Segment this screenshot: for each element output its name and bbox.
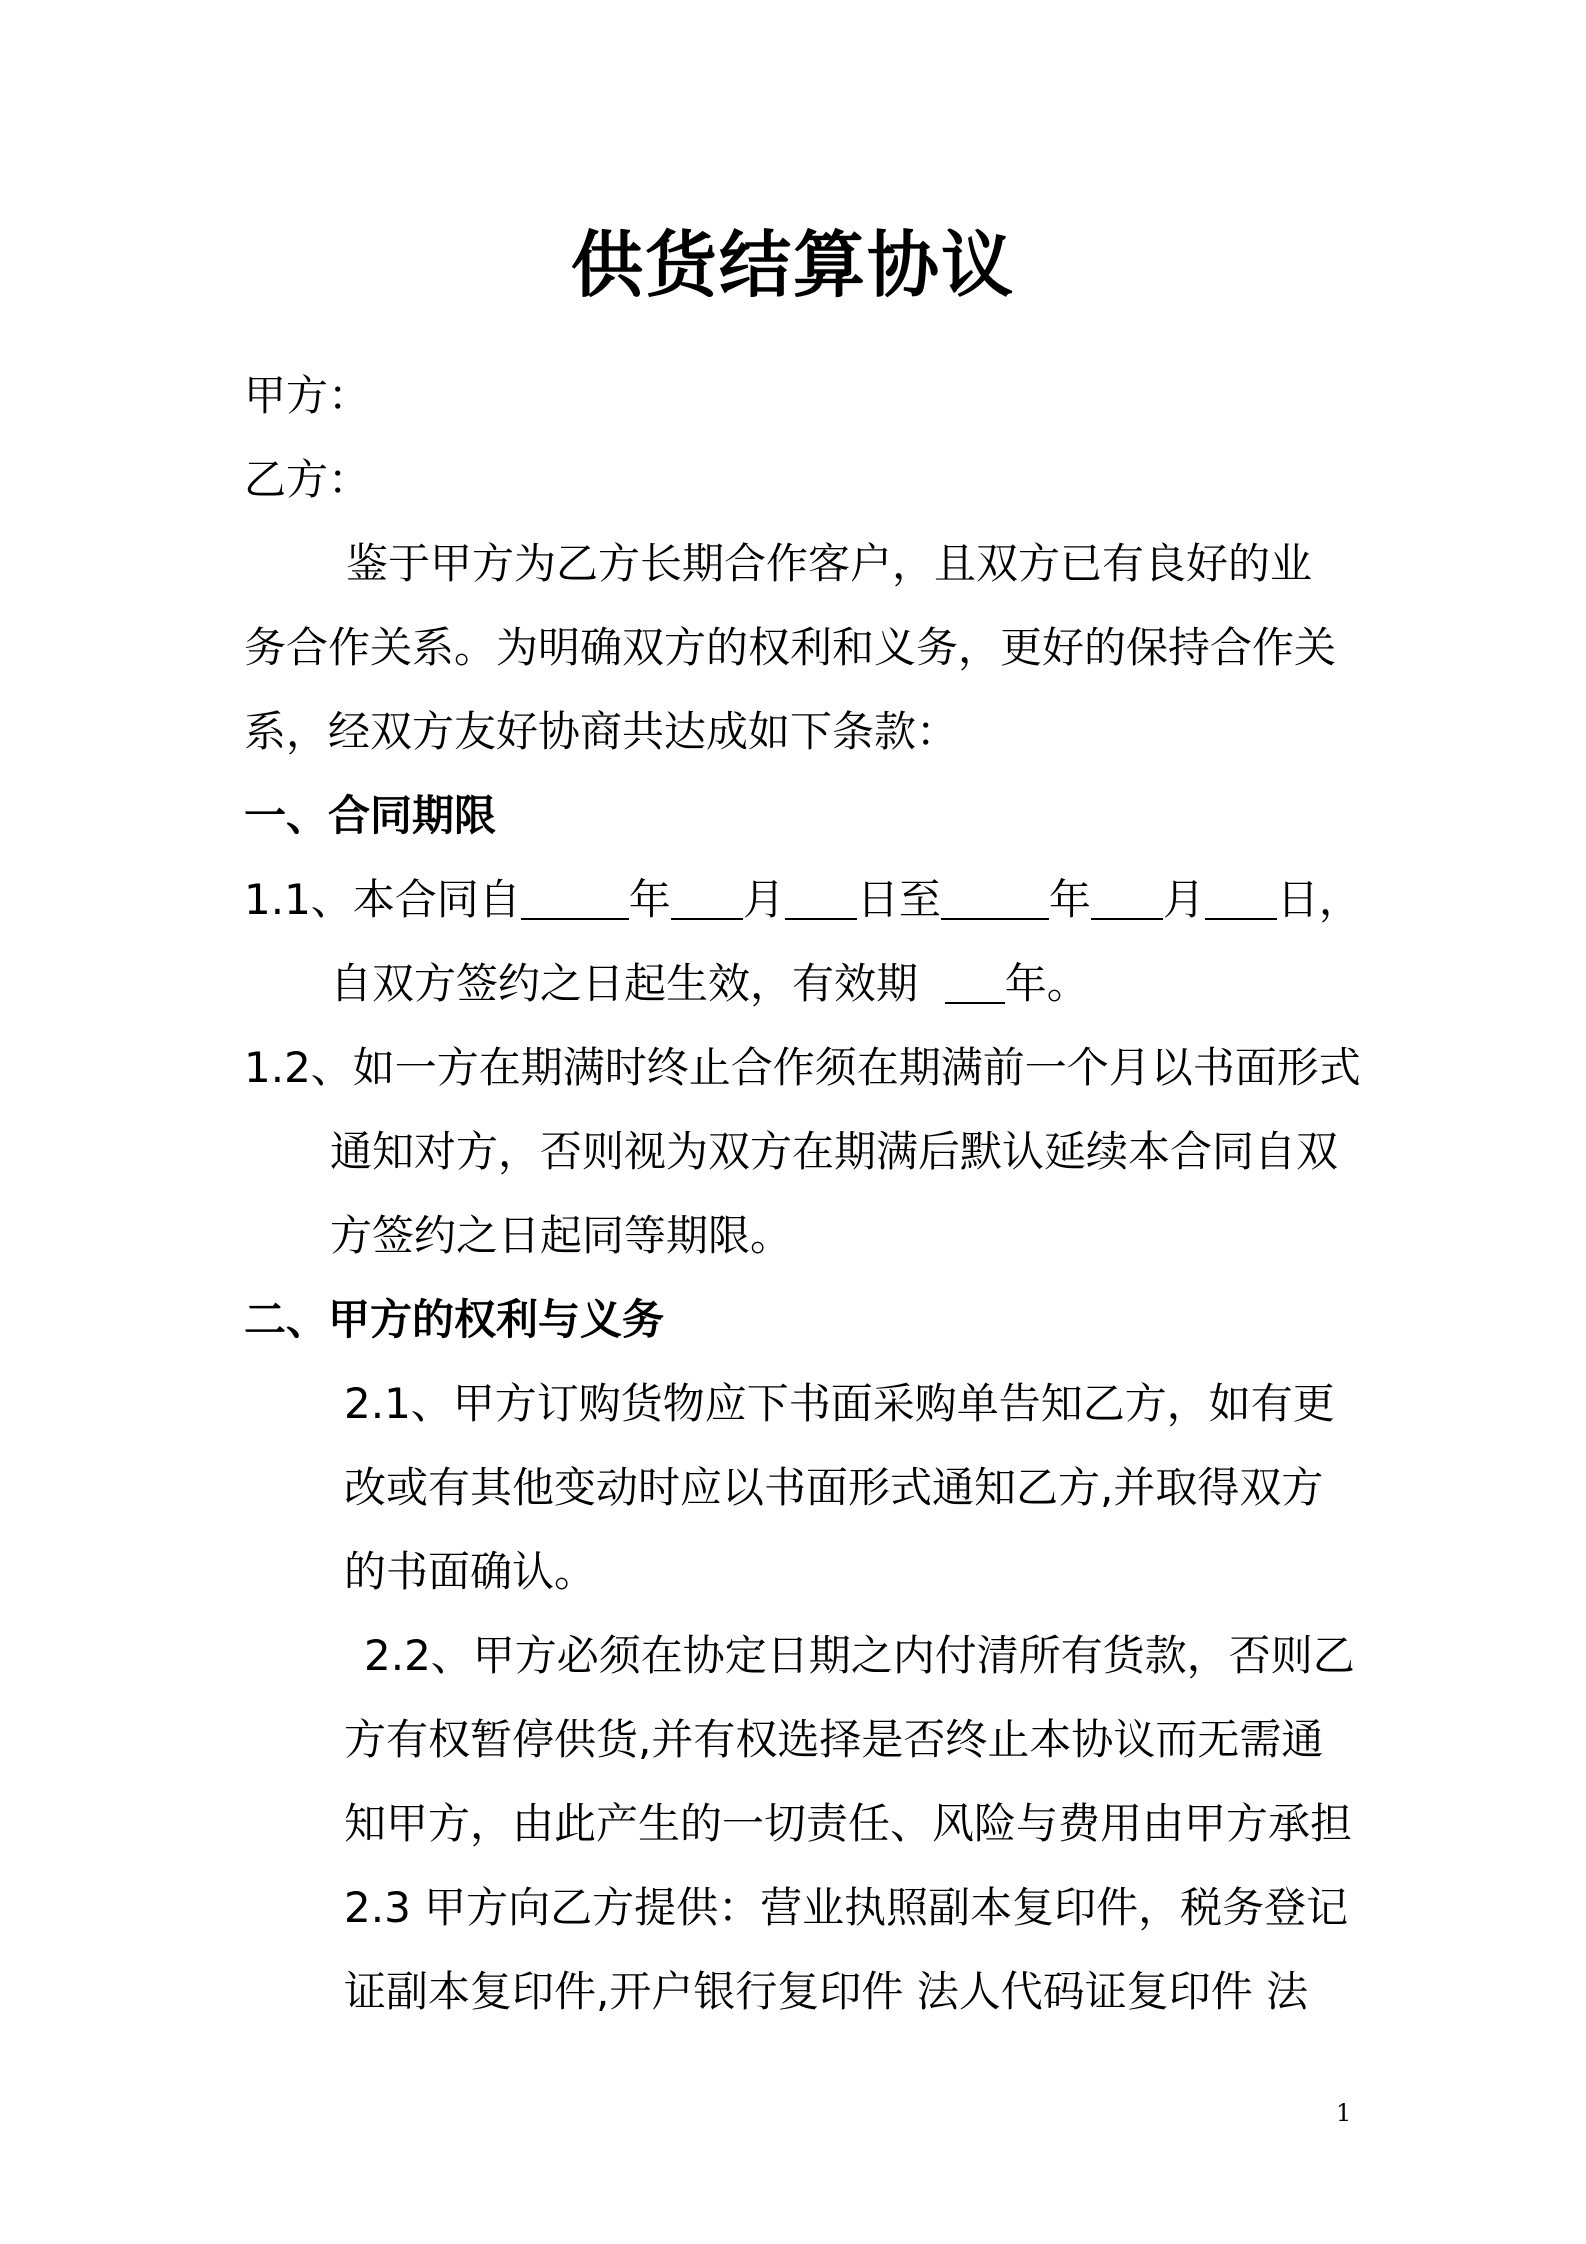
validity-years-blank[interactable] — [945, 962, 1005, 1004]
clause-1-1-line-2 — [330, 956, 1089, 1012]
start-day-label: 日至 — [856, 875, 941, 924]
end-year-label: 年 — [1048, 875, 1091, 924]
clause-1-2-line-3: 方签约之日起同等期限。 — [330, 1211, 793, 1260]
clause-2-3-line-1: 2.3 甲方向乙方提供：营业执照副本复印件，税务登记 — [344, 1883, 1349, 1932]
end-day-blank[interactable] — [1205, 878, 1277, 920]
end-day-label: 日， — [1276, 875, 1361, 924]
preamble-line-2: 务合作关系。为明确双方的权利和义务，更好的保持合作关 — [244, 623, 1337, 672]
clause-2-2-line-1: 2.2、甲方必须在协定日期之内付清所有货款，否则乙 — [364, 1631, 1355, 1680]
party-b-label: 乙方： — [244, 455, 371, 504]
preamble-line-1: 鉴于甲方为乙方长期合作客户，且双方已有良好的业 — [346, 539, 1313, 588]
section-1-heading: 一、合同期限 — [244, 791, 497, 840]
party-a-label: 甲方： — [244, 371, 371, 420]
clause-2-1-line-2: 改或有其他变动时应以书面形式通知乙方,并取得双方 — [344, 1463, 1324, 1512]
clause-1-2-line-1: 1.2、如一方在期满时终止合作须在期满前一个月以书面形式 — [244, 1043, 1361, 1092]
validity-prefix: 自双方签约之日起生效，有效期 — [330, 959, 919, 1008]
start-month-label: 月 — [742, 875, 785, 924]
clause-2-1-line-3: 的书面确认。 — [344, 1547, 597, 1596]
start-year-blank[interactable] — [521, 878, 629, 920]
validity-suffix: 年。 — [1004, 959, 1089, 1008]
clause-2-2-line-3: 知甲方，由此产生的一切责任、风险与费用由甲方承担 — [344, 1799, 1353, 1848]
end-month-label: 月 — [1162, 875, 1205, 924]
clause-2-1-line-1: 2.1、甲方订购货物应下书面采购单告知乙方，如有更 — [344, 1379, 1335, 1428]
preamble-line-3: 系，经双方友好协商共达成如下条款： — [244, 707, 959, 756]
end-year-blank[interactable] — [941, 878, 1049, 920]
clause-1-1-prefix: 1.1、本合同自 — [244, 875, 521, 924]
clause-2-3-line-2: 证副本复印件,开户银行复印件 法人代码证复印件 法 — [344, 1967, 1309, 2016]
document-title: 供货结算协议 — [570, 223, 1015, 307]
section-2-heading: 二、甲方的权利与义务 — [244, 1295, 665, 1344]
clause-1-1-line-1 — [244, 872, 1361, 928]
start-month-blank[interactable] — [671, 878, 743, 920]
clause-2-2-line-2: 方有权暂停供货,并有权选择是否终止本协议而无需通 — [344, 1715, 1324, 1764]
end-month-blank[interactable] — [1091, 878, 1163, 920]
page-number: 1 — [1336, 2099, 1352, 2127]
start-year-label: 年 — [628, 875, 671, 924]
start-day-blank[interactable] — [785, 878, 857, 920]
clause-1-2-line-2: 通知对方，否则视为双方在期满后默认延续本合同自双 — [330, 1127, 1339, 1176]
